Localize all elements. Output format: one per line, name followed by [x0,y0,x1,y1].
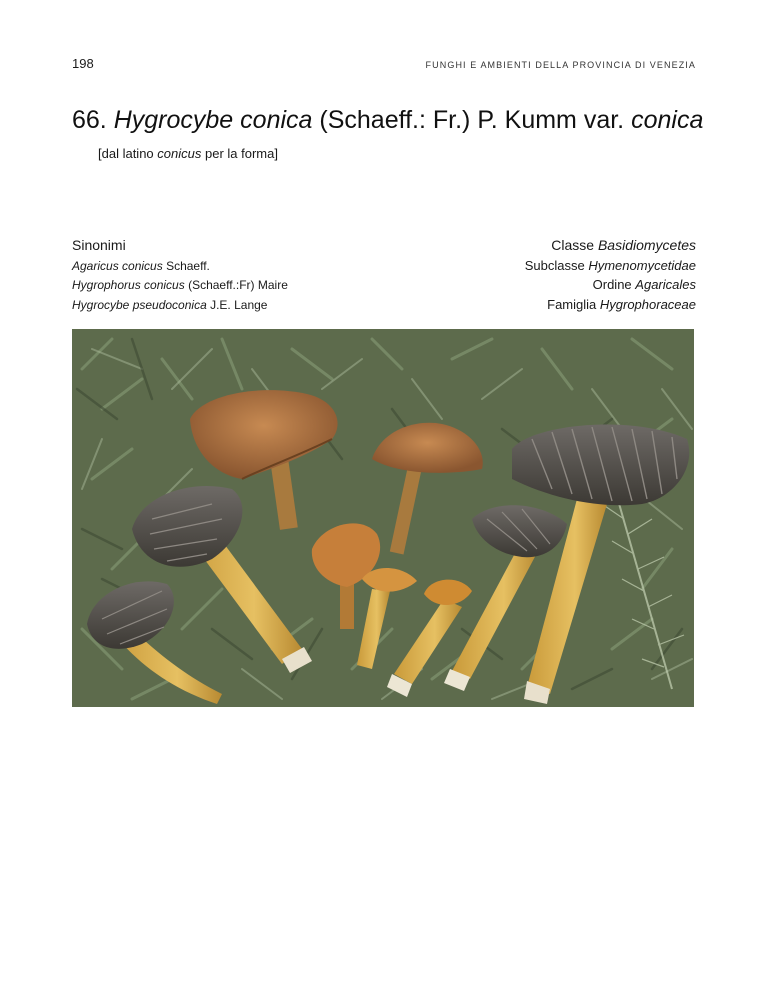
synonym-author: J.E. Lange [210,297,268,312]
running-header: FUNGHI E AMBIENTI DELLA PROVINCIA DI VENEZIA [425,60,696,70]
mushroom-photo [72,329,694,707]
page-number: 198 [72,56,94,71]
etymology-word: conicus [157,146,202,161]
etymology [98,146,278,161]
synonym-item [72,257,288,277]
classification-row [525,236,696,256]
classification-block [525,236,696,314]
species-variety: conica [631,106,704,134]
synonym-item [72,276,288,296]
classification-rank: Subclasse [524,257,585,273]
classification-row [525,275,696,295]
etymology-prefix: [dal latino [98,146,154,161]
classification-taxon: Basidiomycetes [597,237,696,253]
synonym-item [72,296,288,316]
synonym-name: Hygrophorus conicus [72,278,185,292]
synonym-author: Schaeff. [166,258,210,273]
classification-rank: Classe [551,237,595,253]
etymology-suffix: per la forma] [204,146,278,161]
synonyms-heading: Sinonimi [72,237,126,253]
classification-taxon: Agaricales [635,277,696,292]
synonym-name: Agaricus conicus [72,258,163,273]
species-title [72,106,703,135]
species-number: 66. [72,106,107,134]
synonym-name: Hygrocybe pseudoconica [72,297,207,312]
classification-taxon: Hymenomycetidae [588,257,696,273]
classification-taxon: Hygrophoraceae [599,296,696,312]
species-name: Hygrocybe conica [113,106,313,134]
classification-rank: Famiglia [547,296,597,312]
classification-rank: Ordine [592,277,632,292]
classification-row [525,295,696,315]
synonym-author: (Schaeff.:Fr) Maire [188,278,288,292]
classification-row [525,256,696,276]
synonyms-block [72,236,288,315]
species-authority: (Schaeff.: Fr.) P. Kumm var. [319,106,625,134]
